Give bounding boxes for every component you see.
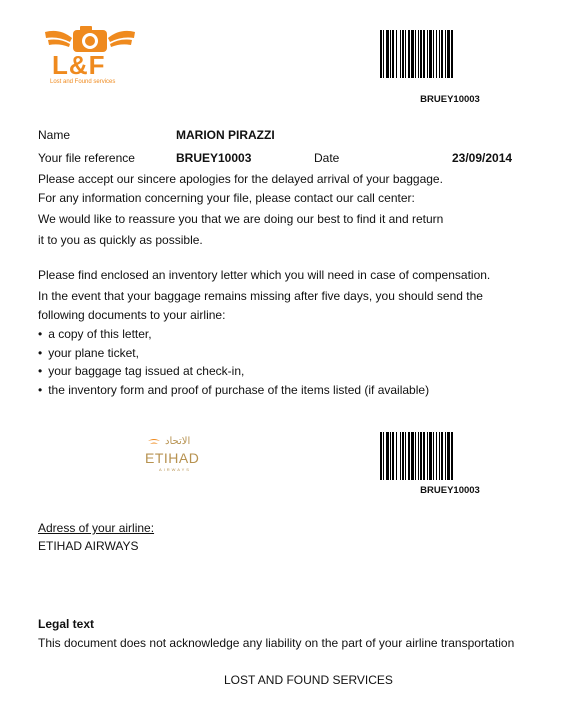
date-value: 23/09/2014 [452, 151, 513, 165]
name-label: Name [38, 128, 71, 142]
barcode-top-label: BRUEY10003 [420, 94, 480, 105]
legal-text: This document does not acknowledge any liability on the part of your airline transportation [38, 636, 515, 650]
etihad-sub: AIRWAYS [159, 467, 191, 472]
barcode-bar [453, 432, 454, 480]
etihad-wordmark: ETIHAD [145, 450, 200, 466]
body-line-5: Please find enclosed an inventory letter which you will need in case of compensation. [38, 268, 491, 282]
airline-address-label: Adress of your airline: [38, 521, 155, 535]
etihad-emblem-icon [147, 438, 161, 448]
bullet-item: • a copy of this letter, [38, 327, 152, 341]
barcode-top [380, 30, 520, 78]
barcode-airline [380, 432, 520, 480]
barcode-airline-label: BRUEY10003 [420, 485, 480, 496]
file-ref-value: BRUEY10003 [176, 151, 252, 165]
legal-title: Legal text [38, 617, 95, 631]
body-line-2: For any information concerning your file, please contact our call center: [38, 191, 415, 205]
airline-name: ETIHAD AIRWAYS [38, 539, 139, 553]
logo-text: L&F [52, 50, 106, 80]
etihad-logo [145, 438, 207, 478]
body-line-6: In the event that your baggage remains missing after five days, you should send the [38, 289, 483, 303]
footer-text: LOST AND FOUND SERVICES [224, 673, 393, 687]
bullet-item: • your baggage tag issued at check-in, [38, 364, 244, 378]
name-value: MARION PIRAZZI [176, 128, 275, 142]
body-line-7: following documents to your airline: [38, 308, 226, 322]
file-ref-label: Your file reference [38, 151, 135, 165]
body-line-3: We would like to reassure you that we are doing our best to find it and return [38, 212, 444, 226]
date-label: Date [314, 151, 340, 165]
bullet-item: • the inventory form and proof of purchase of the items listed (if available) [38, 383, 429, 397]
body-line-1: Please accept our sincere apologies for the delayed arrival of your baggage. [38, 172, 443, 186]
body-line-4: it to you as quickly as possible. [38, 233, 203, 247]
barcode-bar [453, 30, 454, 78]
etihad-arabic: الاتحاد [165, 436, 191, 447]
logo-subtitle: Lost and Found services [50, 79, 116, 85]
bullet-item: • your plane ticket, [38, 346, 139, 360]
